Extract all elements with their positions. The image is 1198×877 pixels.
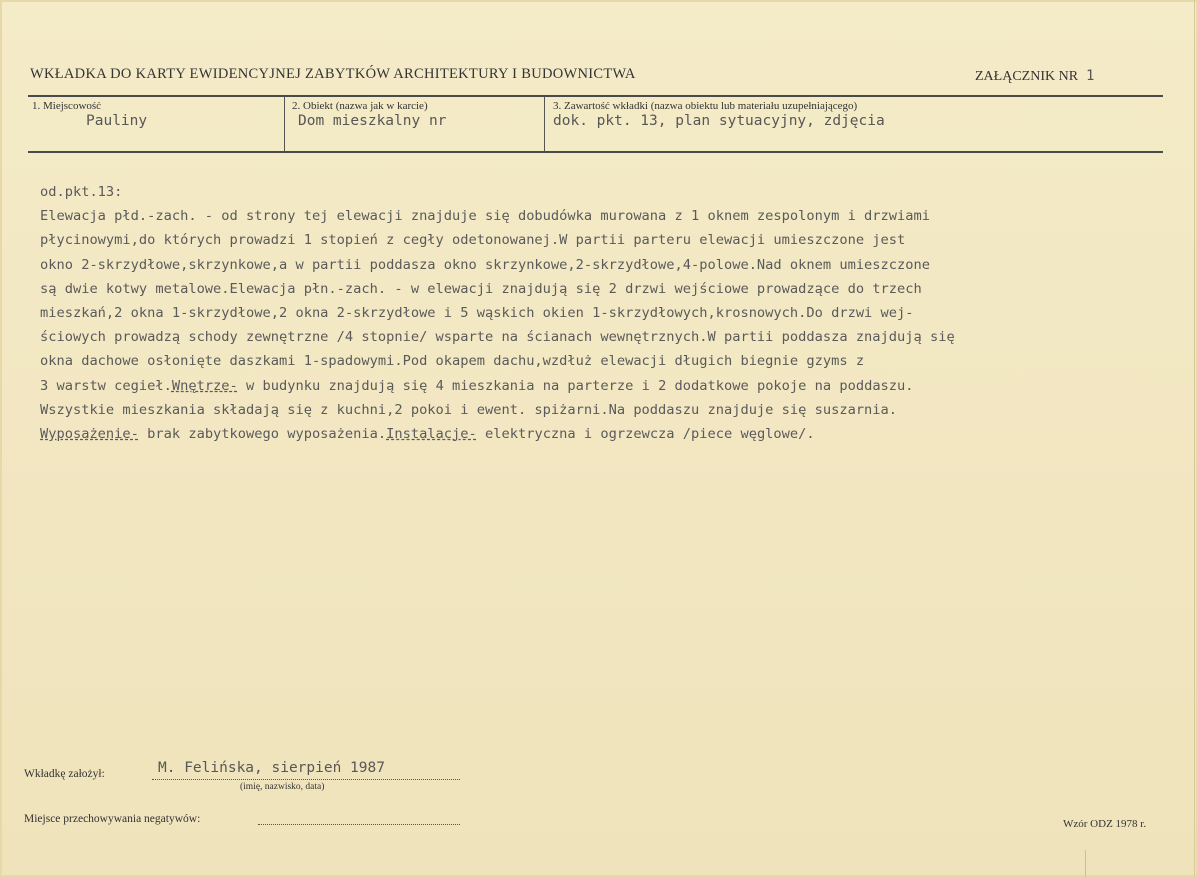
description-text	[40, 180, 1180, 446]
created-by-value: M. Felińska, sierpień 1987	[158, 760, 385, 776]
contents-label: 3. Zawartość wkładki (nazwa obiektu lub materiału uzupełniającego)	[553, 100, 858, 112]
created-by-line	[152, 779, 460, 780]
body-line	[40, 422, 1180, 446]
annex-label: ZAŁĄCZNIK NR	[975, 69, 1079, 84]
body-line: Wszystkie mieszkania składają się z kuchni,2 pokoi i ewent. spiżarni.Na poddaszu znajduje się suszarnia.	[40, 401, 898, 418]
body-line-start: 3 warstw cegieł.	[40, 377, 172, 394]
card-edge	[1194, 0, 1195, 877]
body-line: Elewacja płd.-zach. - od strony tej elewacji znajduje się dobudówka murowana z 1 oknem zespolonym i drzwiami	[40, 208, 930, 225]
installations-heading: Instalacje-	[386, 426, 477, 443]
card-crease	[1085, 850, 1086, 877]
body-line: są dwie kotwy metalowe.Elewacja płn.-zach. - w elewacji znajdują się 2 drzwi wejściowe prowadzące do trzech	[40, 280, 922, 297]
field-divider-2	[544, 97, 545, 151]
body-line: ściowych prowadzą schody zewnętrzne /4 stopnie/ wsparte na ścianach wewnętrznych.W partii poddasza znajdują się	[40, 329, 955, 346]
locality-value: Pauliny	[86, 113, 148, 129]
interior-heading: Wnętrze-	[171, 377, 238, 394]
body-line	[40, 374, 1180, 398]
header-top-rule	[28, 95, 1163, 97]
annex-number	[975, 68, 1094, 85]
body-line: od.pkt.13:	[40, 184, 123, 200]
form-title: WKŁADKA DO KARTY EWIDENCYJNEJ ZABYTKÓW ARCHITEKTURY I BUDOWNICTWA	[30, 66, 636, 82]
header-bottom-rule	[28, 151, 1163, 153]
created-by-caption: (imię, nazwisko, data)	[240, 782, 325, 792]
annex-number-value: 1	[1086, 68, 1095, 84]
contents-value: dok. pkt. 13, plan sytuacyjny, zdjęcia	[553, 113, 885, 129]
negatives-location-line	[258, 824, 460, 825]
created-by-label: Wkładkę założył:	[24, 768, 105, 780]
form-model-label: Wzór ODZ 1978 r.	[1063, 818, 1147, 830]
locality-label: 1. Miejscowość	[32, 100, 102, 112]
interior-text: w budynku znajdują się 4 mieszkania na parterze i 2 dodatkowe pokoje na poddaszu.	[237, 377, 914, 394]
object-value: Dom mieszkalny nr	[298, 113, 447, 129]
body-line: płycinowymi,do których prowadzi 1 stopień z cegły odetonowanej.W partii parteru elewacji umieszczone jest	[40, 232, 906, 249]
body-line: okno 2-skrzydłowe,skrzynkowe,a w partii poddasza okno skrzynkowe,2-skrzydłowe,4-polowe.Nad oknem umieszczone	[40, 256, 930, 273]
field-divider-1	[284, 97, 285, 151]
body-line: mieszkań,2 okna 1-skrzydłowe,2 okna 2-skrzydłowe i 5 wąskich okien 1-skrzydłowych,krosnowych.Do drzwi wej-	[40, 305, 914, 322]
negatives-location-label: Miejsce przechowywania negatywów:	[24, 813, 201, 825]
installations-text: elektryczna i ogrzewcza /piece węglowe/.	[476, 426, 815, 443]
body-line: okna dachowe osłonięte daszkami 1-spadowymi.Pod okapem dachu,wzdłuż elewacji długich biegnie gzyms z	[40, 353, 865, 370]
equipment-heading: Wyposażenie-	[40, 426, 139, 443]
object-label: 2. Obiekt (nazwa jak w karcie)	[292, 100, 428, 112]
equipment-text: brak zabytkowego wyposażenia.	[138, 426, 387, 443]
